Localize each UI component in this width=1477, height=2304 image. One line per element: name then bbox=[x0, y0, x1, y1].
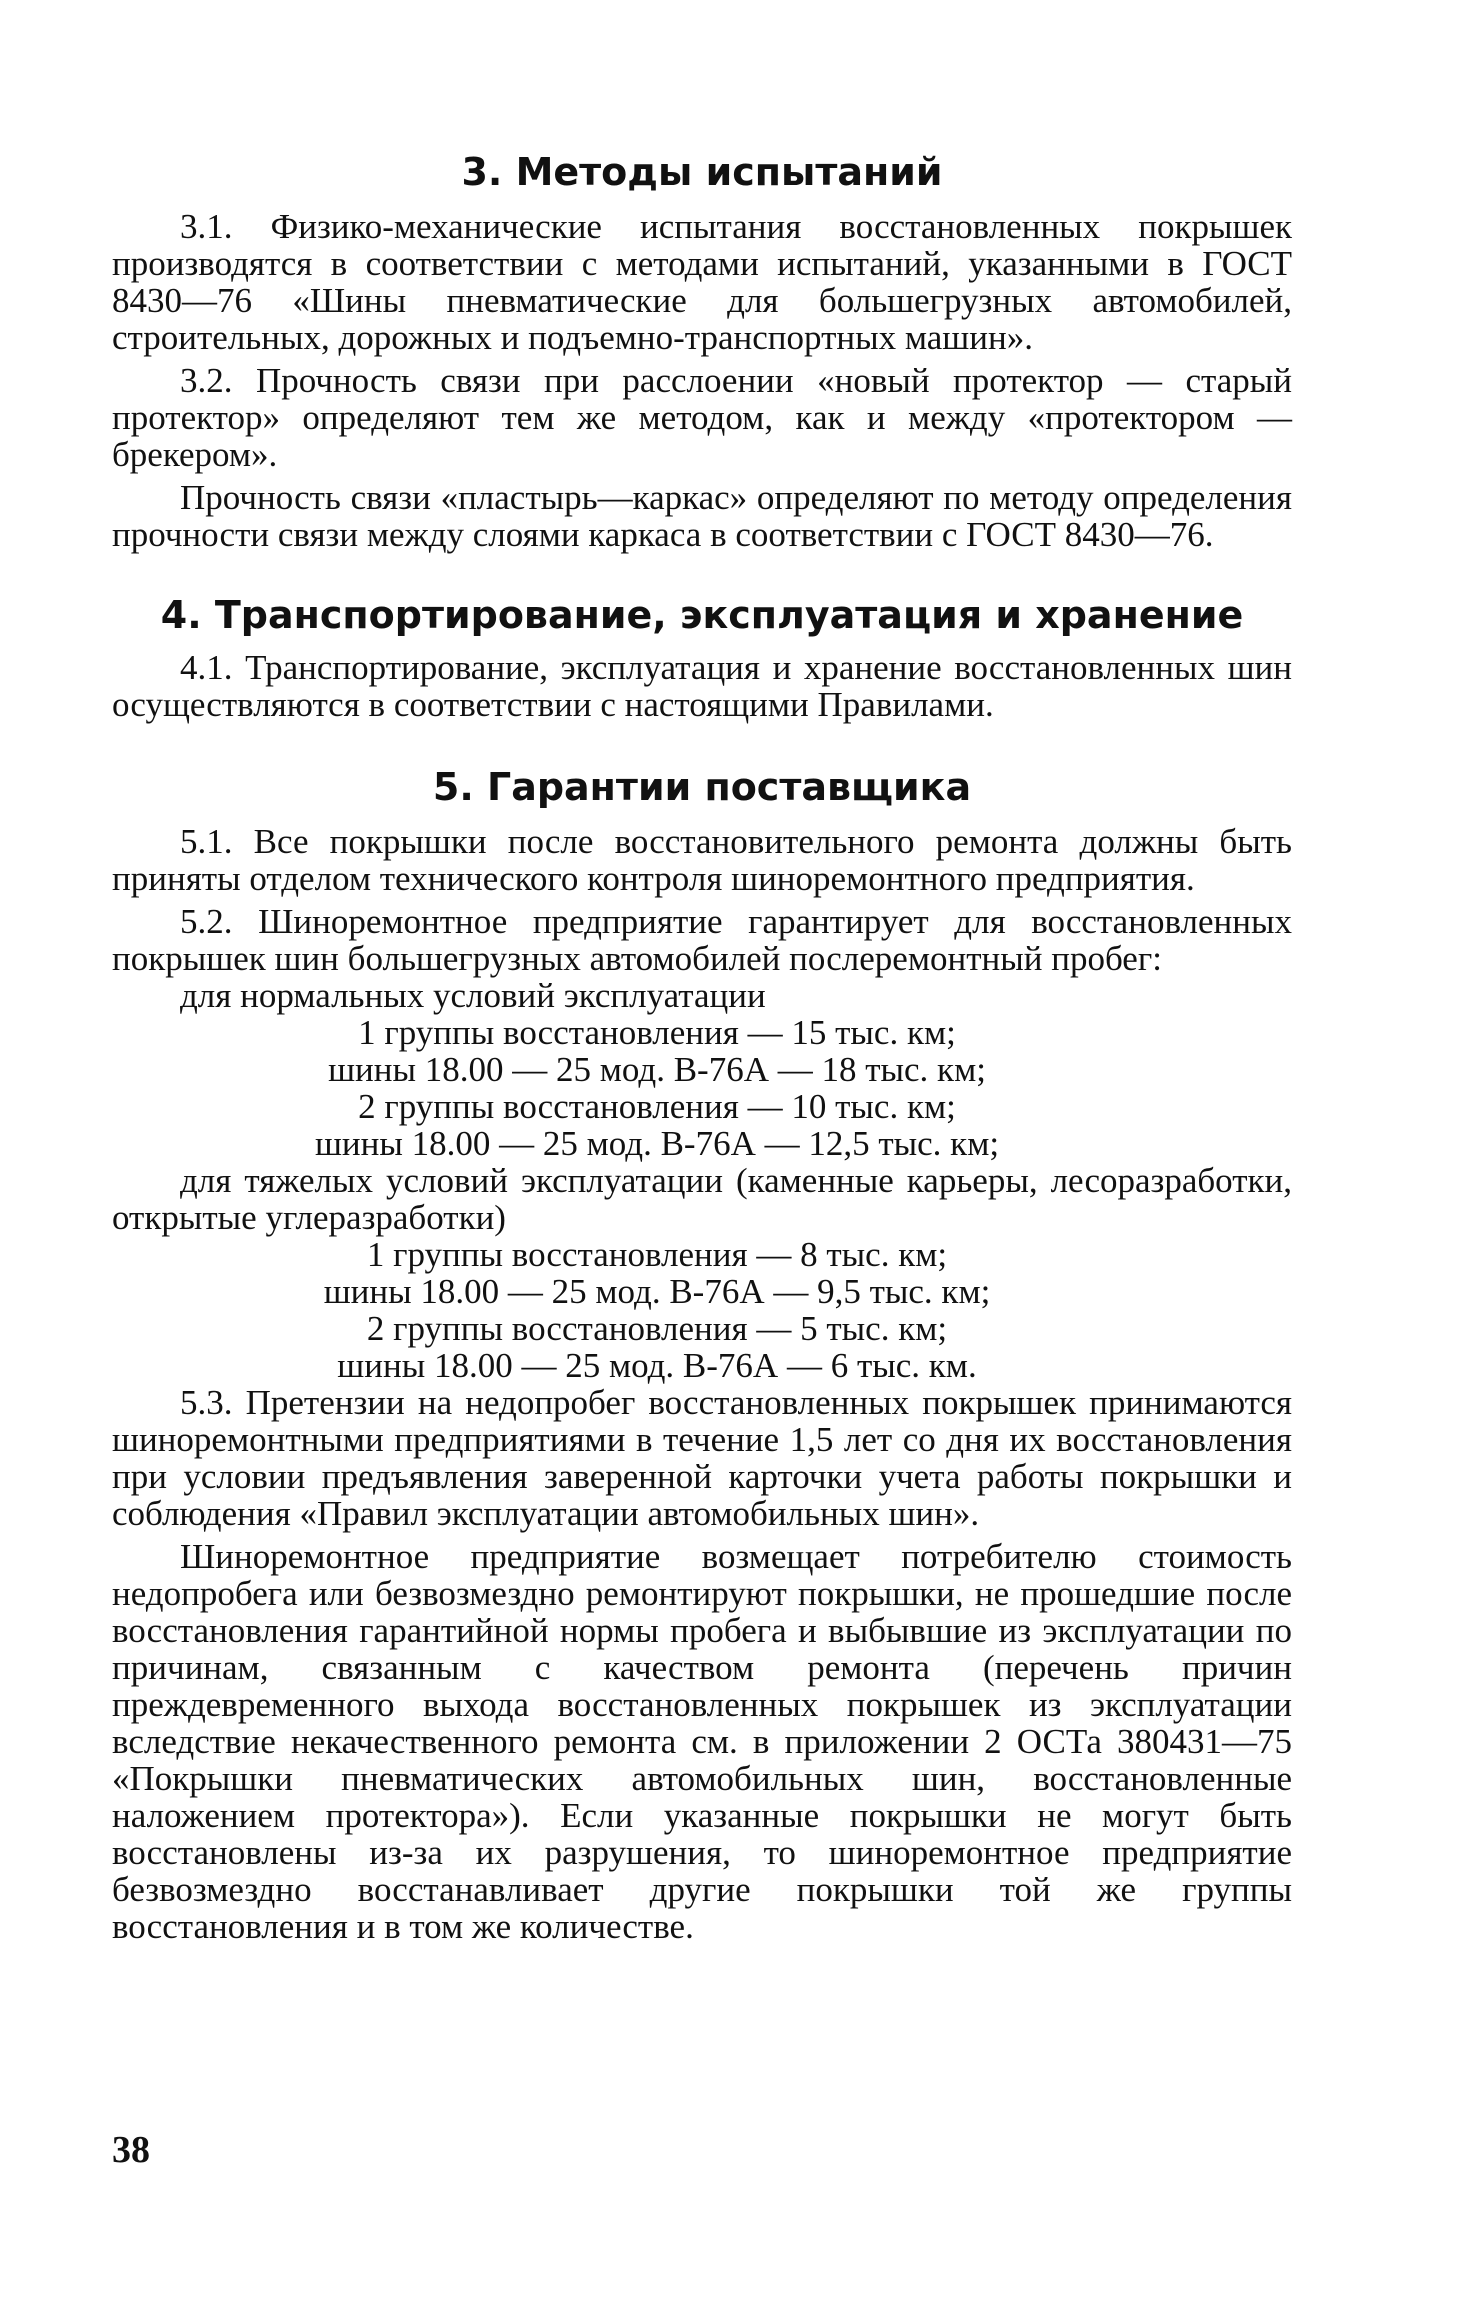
mileage-line: 2 группы восстановления — 10 тыс. км; bbox=[358, 1087, 956, 1126]
paragraph-5-3: 5.3. Претензии на недопробег восстановленных покрышек принимаются шиноремонтными предприятиями в течение 1,5 лет со дня их восстановления при условии предъявления заверенной карточки учета работы покрышки и соблюдения «Правил эксплуатации автомобильных шин». bbox=[112, 1383, 1292, 1533]
paragraph-3-1: 3.1. Физико-механические испытания восстановленных покрышек производятся в соответствии с методами испытаний, указанными в ГОСТ 8430—76 «Шины пневматические для большегрузных автомобилей, строительных, дорожных и подъемно-транспортных машин». bbox=[112, 207, 1292, 357]
paragraph-5-3-continued: Шиноремонтное предприятие возмещает потребителю стоимость недопробега или безвозмездно ремонтируют покрышки, не прошедшие после восстановления гарантийной нормы пробега и выбывшие из эксплуатации по причинам, связанным с качеством ремонта (перечень причин преждевременного выхода восстановленных покрышек из эксплуатации вследствие некачественного ремонта см. в приложении 2 ОСТа 380431—75 «Покрышки пневматических автомобильных шин, восстановленные наложением протектора»). Если указанные покрышки не могут быть восстановлены из-за их разрушения, то шиноремонтное предприятие безвозмездно восстанавливает другие покрышки той же группы восстановления и в том же количестве. bbox=[112, 1537, 1292, 1946]
paragraph-3-2: 3.2. Прочность связи при расслоении «новый протектор — старый протектор» определяют тем же методом, как и между «протектором — брекером». bbox=[112, 361, 1292, 474]
mileage-line: шины 18.00 — 25 мод. В-76А — 6 тыс. км. bbox=[337, 1346, 977, 1385]
mileage-line: шины 18.00 — 25 мод. В-76А — 18 тыс. км; bbox=[328, 1050, 986, 1089]
mileage-line: 1 группы восстановления — 8 тыс. км; bbox=[366, 1235, 948, 1274]
document-page bbox=[112, 150, 1292, 1945]
paragraph-5-2: 5.2. Шиноремонтное предприятие гарантирует для восстановленных покрышек шин большегрузных автомобилей послеремонтный пробег: bbox=[112, 902, 1292, 978]
paragraph-3-2-continued: Прочность связи «пластырь—каркас» определяют по методу определения прочности связи между слоями каркаса в соответствии с ГОСТ 8430—76. bbox=[112, 478, 1292, 554]
mileage-line: 1 группы восстановления — 15 тыс. км; bbox=[358, 1013, 956, 1052]
mileage-line: шины 18.00 — 25 мод. В-76А — 12,5 тыс. км; bbox=[314, 1124, 1000, 1163]
section-5-heading: 5. Гарантии поставщика bbox=[432, 765, 972, 809]
page-number: 38 bbox=[112, 2129, 150, 2171]
paragraph-4-1: 4.1. Транспортирование, эксплуатация и хранение восстановленных шин осуществляются в соответствии с настоящими Правилами. bbox=[112, 648, 1292, 724]
section-3-heading: 3. Методы испытаний bbox=[461, 150, 943, 194]
normal-conditions-intro: для нормальных условий эксплуатации bbox=[180, 976, 766, 1015]
mileage-line: шины 18.00 — 25 мод. В-76А — 9,5 тыс. км; bbox=[323, 1272, 991, 1311]
paragraph-5-1: 5.1. Все покрышки после восстановительного ремонта должны быть приняты отделом технического контроля шиноремонтного предприятия. bbox=[112, 822, 1292, 898]
heavy-conditions-intro: для тяжелых условий эксплуатации (каменные карьеры, лесоразработки, открытые углеразработки) bbox=[112, 1161, 1292, 1237]
mileage-line: 2 группы восстановления — 5 тыс. км; bbox=[366, 1309, 948, 1348]
section-4-heading: 4. Транспортирование, эксплуатация и хранение bbox=[160, 593, 1244, 637]
